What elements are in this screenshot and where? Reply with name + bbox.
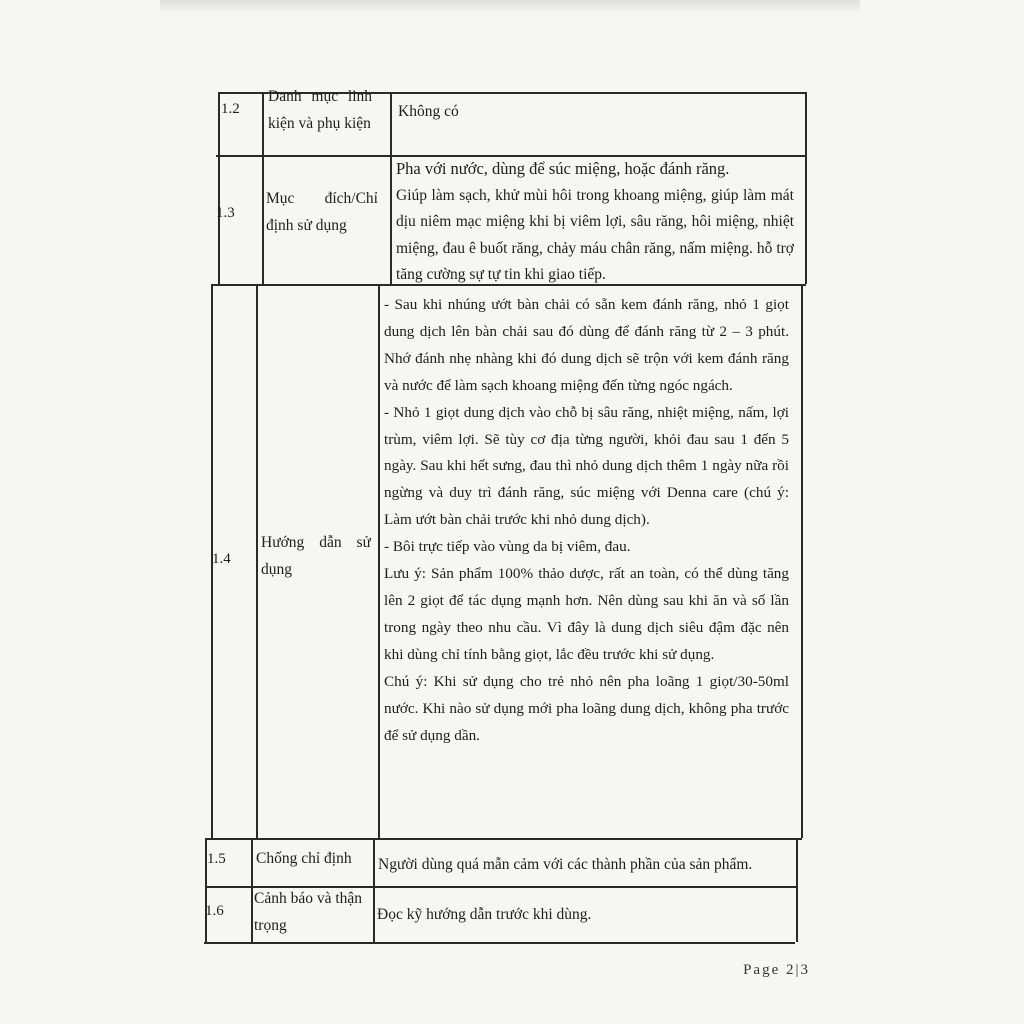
row-content-paragraph: - Sau khi nhúng ướt bàn chải có sẵn kem đánh răng, nhỏ 1 giọt dung dịch lên bàn chải sau đó dùng để đánh răng từ 2 – 3 phút. Nhớ đánh nhẹ nhàng khi đó dung dịch sẽ trộn với kem đánh răng và nước để làm sạch khoang miệng đến từng ngóc ngách. [384,296,789,394]
row-content-paragraph: Không có [398,103,459,120]
table-rule [378,284,380,838]
scan-shadow [160,0,860,14]
row-content-paragraph: Chú ý: Khi sử dụng cho trẻ nhỏ nên pha loãng 1 giọt/30-50ml nước. Khi nào sử dụng mới pha loãng dung dịch, không pha trước để sử dụng dần. [384,672,789,744]
row-content-1-6 [377,902,793,929]
table-rule [801,284,803,838]
row-content-paragraph: Người dùng quá mẫn cảm với các thành phần của sản phẩm. [378,856,753,873]
page-number: Page 2|3 [743,962,810,978]
table-rule [796,838,798,942]
table-rule [218,92,220,284]
row-number-1-4: 1.4 [212,551,231,567]
row-label-1-2: Danh mục linh kiện và phụ kiện [268,88,372,132]
table-rule [251,838,253,942]
row-number-1-6: 1.6 [205,903,224,919]
row-content-1-3 [396,156,794,289]
table-rule [262,92,264,284]
row-content-1-4 [384,292,789,749]
row-content-paragraph: - Nhỏ 1 giọt dung dịch vào chỗ bị sâu răng, nhiệt miệng, nấm, lợi trùm, viêm lợi. Sẽ tùy cơ địa từng người, khỏi đau sau 1 đến 5 ngày. Sau khi hết sưng, đau thì nhỏ dung dịch thêm 1 ngày nữa rồi ngừng và duy trì đánh răng, súc miệng với Denna care (chú ý: Làm ướt bàn chải trước khi nhỏ dung dịch). [384,403,789,529]
table-rule [373,838,375,942]
table-rule [207,838,802,840]
row-content-1-2 [398,99,796,126]
row-label-1-6: Cảnh báo và thận trọng [254,890,363,934]
row-number-1-2: 1.2 [221,101,240,117]
table-rule [256,284,258,838]
row-label-1-5: Chống chỉ định [256,850,352,867]
row-label-1-4: Hướng dẫn sử dụng [261,534,371,578]
row-content-paragraph: Pha với nước, dùng để súc miệng, hoặc đánh răng. [396,159,730,178]
table-rule [390,92,392,284]
row-content-paragraph: - Bôi trực tiếp vào vùng da bị viêm, đau. [384,538,631,556]
row-number-1-5: 1.5 [207,851,226,867]
table-rule [805,92,807,284]
table-rule [204,942,795,944]
row-content-paragraph: Lưu ý: Sản phẩm 100% thảo dược, rất an toàn, có thể dùng tăng lên 2 giọt để tác dụng mạnh hơn. Nên dùng sau khi ăn và số lần trong ngày theo nhu cầu. Vì đây là dung dịch siêu đậm đặc nên khi dùng chỉ tính bằng giọt, lắc đều trước khi sử dụng. [384,565,789,663]
row-content-1-5 [378,852,794,879]
row-number-1-3: 1.3 [216,205,235,221]
row-content-paragraph: Giúp làm sạch, khử mùi hôi trong khoang miệng, giúp làm mát dịu niêm mạc miệng khi bị viêm lợi, sâu răng, hôi miệng, nhiệt miệng, đau ê buốt răng, chảy máu chân răng, nấm miệng. hỗ trợ tăng cường sự tự tin khi giao tiếp. [396,186,794,284]
row-content-paragraph: Đọc kỹ hướng dẫn trước khi dùng. [377,906,592,923]
row-label-1-3: Mục đích/Chỉ định sử dụng [266,190,378,234]
